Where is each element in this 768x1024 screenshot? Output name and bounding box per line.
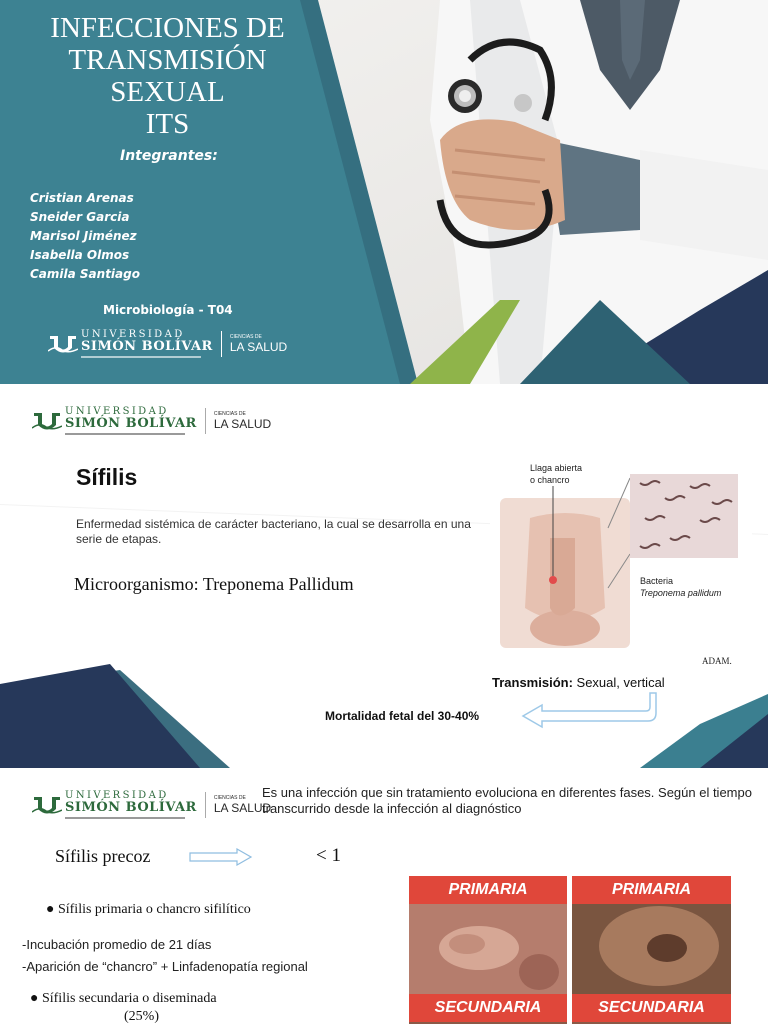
label-species: Treponema pallidum: [640, 588, 722, 598]
title-line: TRANSMISIÓN: [68, 44, 267, 76]
right-arrow-icon: [189, 848, 253, 866]
logo-universidad: UNIVERSIDAD: [81, 329, 185, 340]
syphilis-illustration: [490, 458, 752, 674]
course-label: Microbiología - T04: [103, 303, 233, 317]
less-than-one: < 1: [316, 845, 341, 866]
logo-fine-print: [65, 817, 185, 819]
members-list: [30, 189, 140, 284]
sifilis-slide: [0, 384, 768, 768]
integrantes-heading: Integrantes:: [120, 148, 218, 164]
stage-label-primaria: PRIMARIA: [409, 876, 567, 904]
logo-la-salud: LA SALUD: [213, 416, 272, 431]
description-text: Enfermedad sistémica de carácter bacteriano, la cual se desarrolla en una serie de etapas.: [76, 517, 471, 546]
logo-fine-print: [81, 356, 201, 358]
precoz-heading: Sífilis precoz: [55, 846, 151, 866]
title-line: INFECCIONES DE: [50, 12, 285, 44]
transmission-value: Sexual, vertical: [572, 675, 665, 690]
stage-label-secundaria: SECUNDARIA: [409, 994, 567, 1022]
title-line: SEXUAL: [110, 76, 225, 108]
member-name: Sneider Garcia: [30, 210, 130, 224]
phases-slide: [0, 768, 768, 1024]
adam-credit: ADAM.: [702, 656, 732, 666]
member-name: Camila Santiago: [30, 267, 140, 281]
university-logo: [48, 329, 287, 358]
cover-slide: [0, 0, 768, 384]
logo-divider: [205, 792, 206, 818]
logo-ciencias-de: CIENCIAS DE: [229, 333, 262, 340]
microorganism-text: Microorganismo: Treponema Pallidum: [74, 574, 354, 594]
logo-divider: [205, 408, 206, 434]
transmission-text: [492, 675, 665, 690]
member-name: Isabella Olmos: [30, 248, 130, 262]
university-logo: [32, 406, 271, 435]
transmission-label: Transmisión:: [492, 675, 573, 690]
logo-simon-bolivar: SIMÓN BOLÍVAR: [81, 339, 213, 354]
aparicion-text: -Aparición de “chancro” + Linfadenopatía regional: [22, 959, 308, 974]
logo-la-salud: LA SALUD: [229, 339, 288, 354]
intro-text: Es una infección que sin tratamiento evoluciona en diferentes fases. Según el tiempo transcurrido desde la infección al diagnóstico: [262, 785, 752, 816]
stage-label-primaria: PRIMARIA: [572, 876, 731, 904]
logo-universidad: UNIVERSIDAD: [65, 790, 169, 801]
stage-label-secundaria: SECUNDARIA: [572, 994, 731, 1022]
university-crest-icon: [32, 794, 62, 816]
logo-universidad: UNIVERSIDAD: [65, 406, 169, 417]
logo-fine-print: [65, 433, 185, 435]
bullet-text: Sífilis primaria o chancro sifilítico: [57, 902, 251, 917]
label-bacteria: Bacteria: [640, 576, 674, 586]
slide-title: Sífilis: [76, 464, 138, 490]
member-name: Marisol Jiménez: [30, 229, 137, 243]
mortality-text: Mortalidad fetal del 30-40%: [325, 709, 480, 723]
university-logo: [32, 790, 271, 819]
university-crest-icon: [32, 410, 62, 432]
title-line: ITS: [145, 108, 190, 140]
university-crest-icon: [48, 333, 78, 355]
stage-photo-grid: [409, 876, 731, 1024]
bullet-text: Sífilis secundaria o diseminada: [41, 991, 217, 1006]
logo-ciencias-de: CIENCIAS DE: [213, 794, 246, 801]
member-name: Cristian Arenas: [30, 191, 134, 205]
logo-divider: [221, 331, 222, 357]
logo-ciencias-de: CIENCIAS DE: [213, 410, 246, 417]
label-llaga: Llaga abierta: [530, 463, 583, 473]
percent-text: (25%): [124, 1009, 159, 1024]
bullet-secundaria: ● Sífilis secundaria o diseminada: [30, 991, 217, 1006]
logo-la-salud: LA SALUD: [213, 800, 272, 815]
incubacion-text: -Incubación promedio de 21 días: [22, 937, 212, 952]
left-arrow-icon: [520, 691, 662, 731]
label-chancro: o chancro: [530, 475, 570, 485]
logo-simon-bolivar: SIMÓN BOLÍVAR: [65, 800, 197, 815]
logo-simon-bolivar: SIMÓN BOLÍVAR: [65, 416, 197, 431]
cover-title: [0, 12, 335, 140]
bullet-primaria: ● Sífilis primaria o chancro sifilítico: [46, 902, 251, 917]
